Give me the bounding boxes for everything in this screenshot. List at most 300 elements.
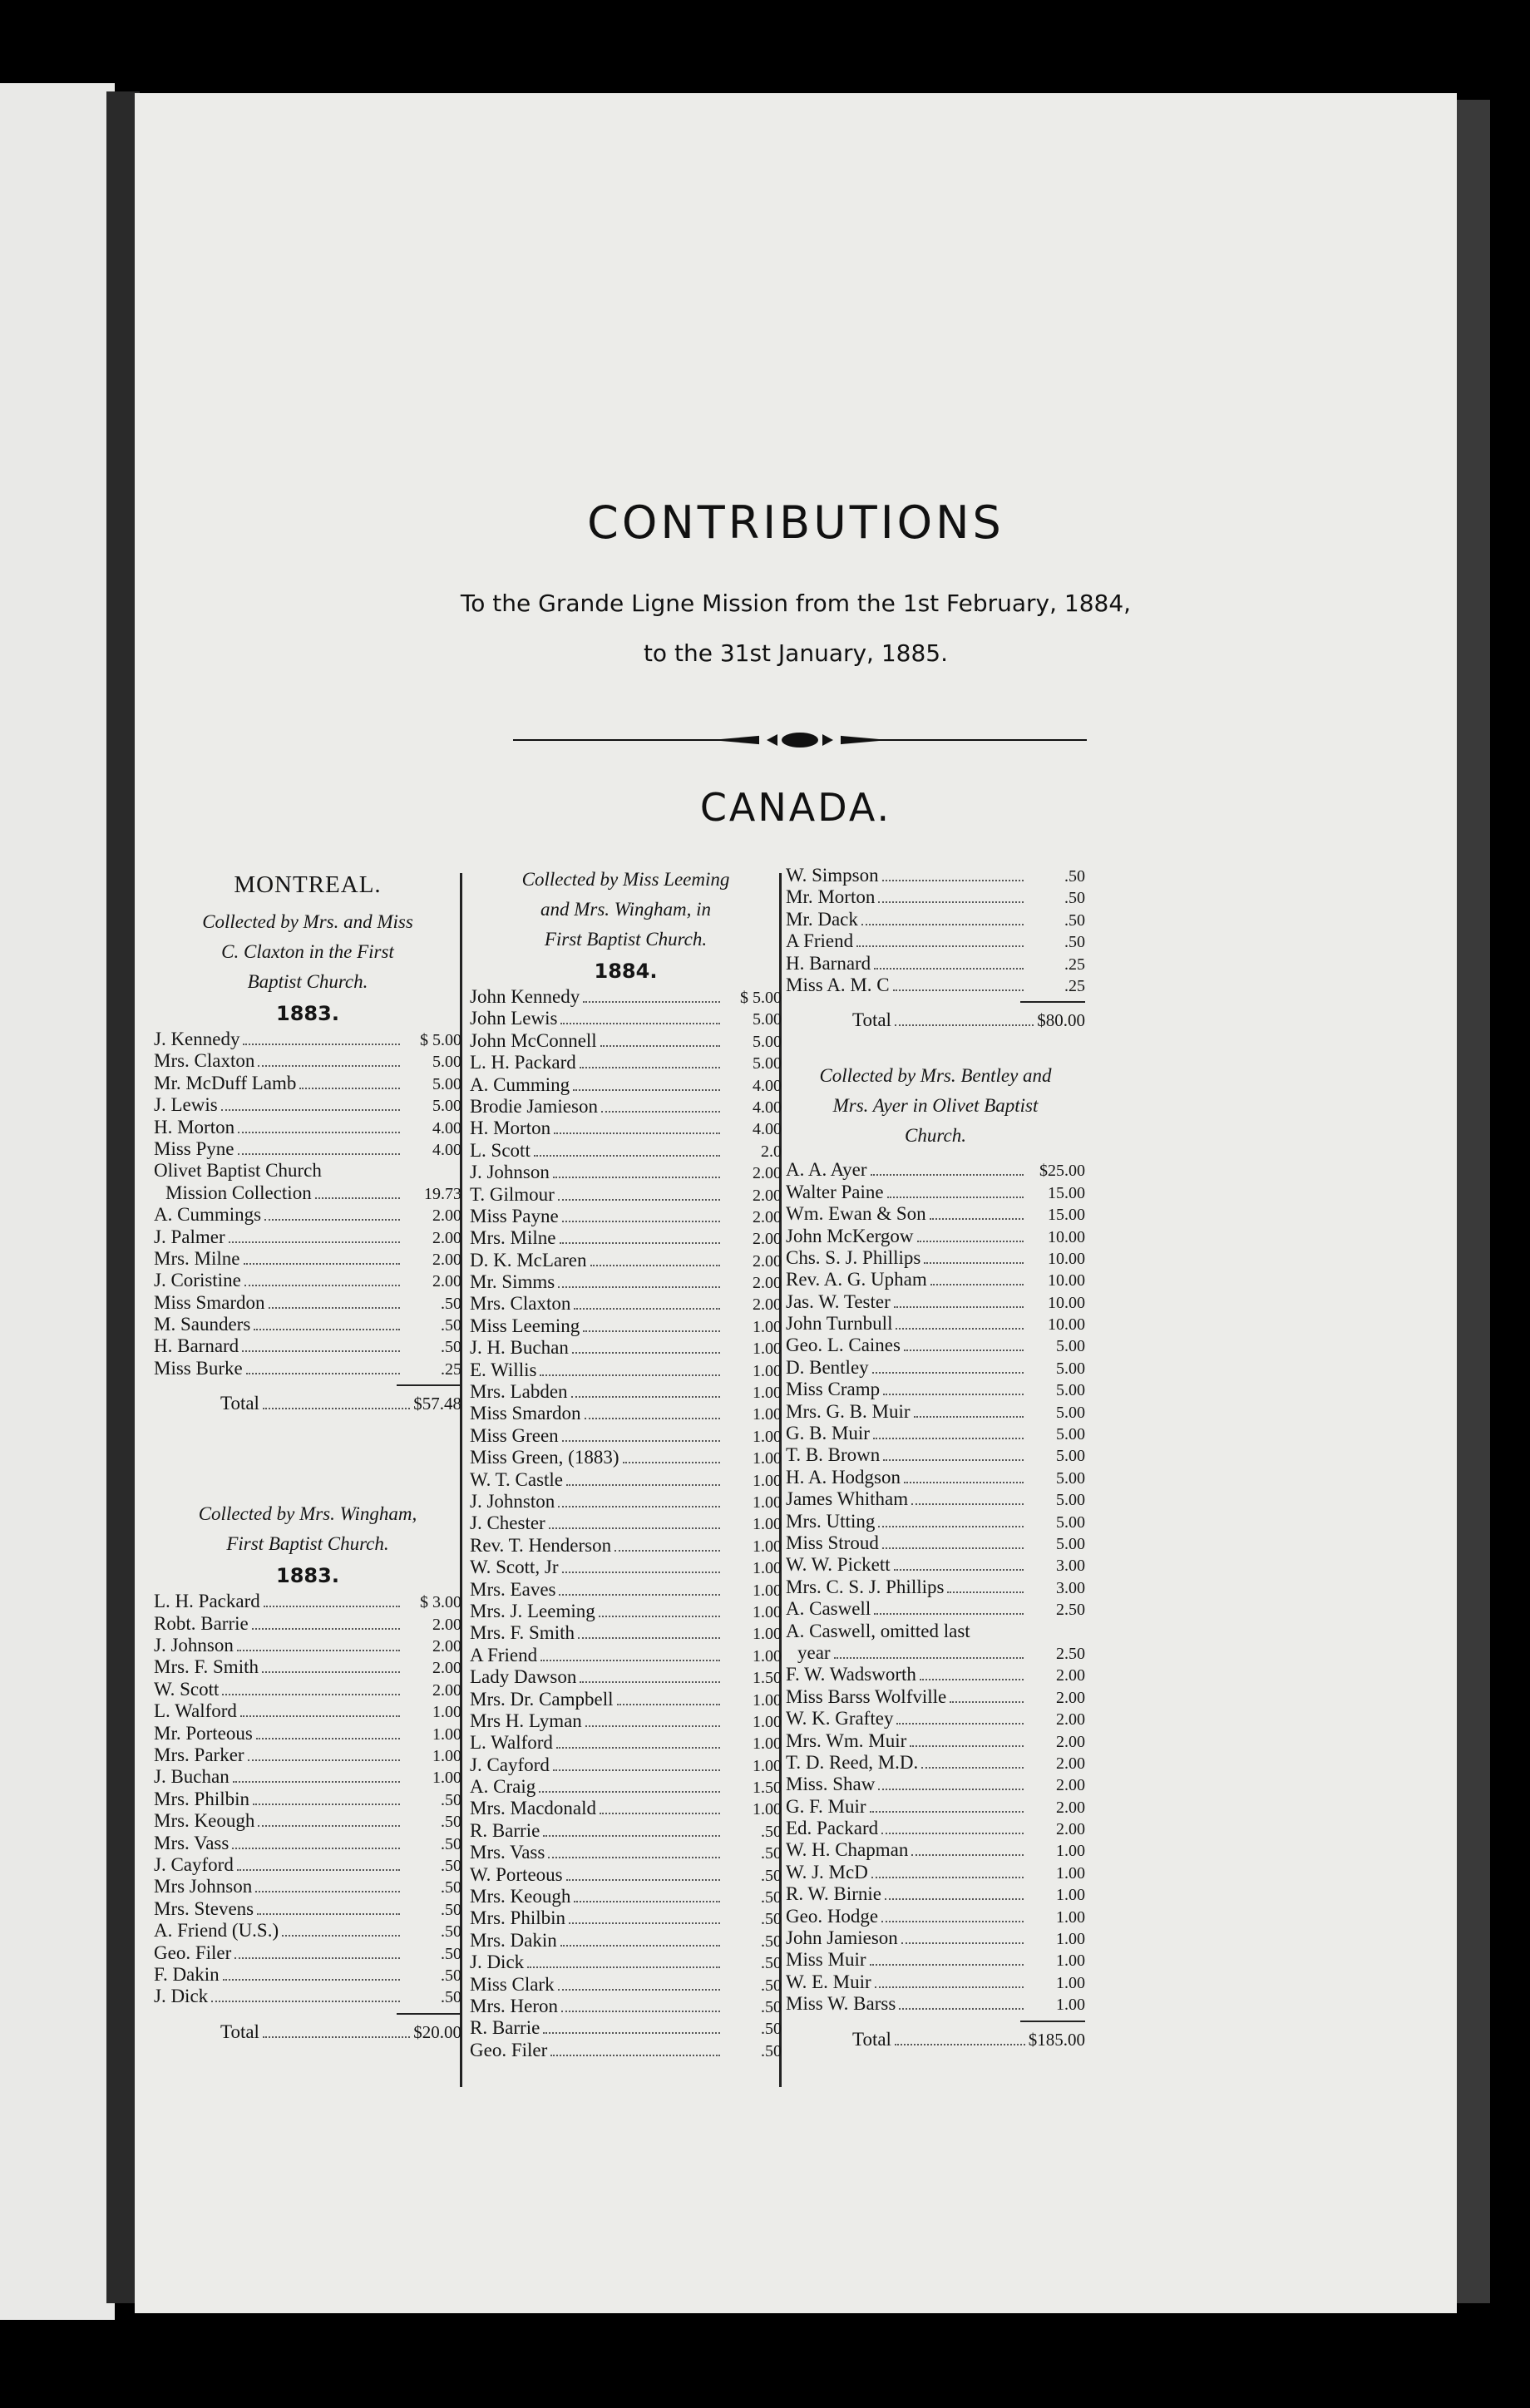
dot-leader [252,1628,400,1630]
donor-name: Mrs. Macdonald [470,1798,597,1819]
contribution-row [154,1204,461,1226]
dot-leader [871,1877,1024,1878]
contribution-row [470,1403,782,1424]
donation-amount: .50 [441,1944,461,1963]
contribution-row [786,1335,1085,1356]
year-heading: 1883. [276,1002,339,1025]
dot-leader [930,1218,1024,1220]
donor-name: W. W. Pickett [786,1554,891,1576]
contribution-row [786,886,1085,908]
contribution-row [786,953,1085,975]
donation-amount: 4.00 [753,1076,782,1095]
donation-amount: .50 [441,1922,461,1942]
donation-amount: 1.00 [432,1725,461,1744]
dot-leader [234,1957,400,1959]
dot-leader [540,1374,720,1376]
dot-leader [253,1804,400,1805]
dot-leader [623,1462,721,1463]
donor-name: Miss Barss Wolfville [786,1685,947,1707]
donor-name: Jas. W. Tester [786,1290,891,1312]
donor-name: F. Dakin [154,1963,220,1985]
dot-leader [894,1306,1024,1308]
donor-name: Geo. L. Caines [786,1335,901,1356]
donor-name: Ed. Packard [786,1818,879,1839]
dot-leader [571,1396,720,1398]
subtitle-line-1: To the Grande Ligne Mission from the 1st February, 1884, [460,590,1132,617]
contribution-row [470,1798,782,1819]
dot-leader [573,1089,720,1091]
donation-amount: 1.00 [753,1646,782,1665]
contribution-row [786,1664,1085,1685]
donor-name: Miss Green, (1883) [470,1447,619,1468]
donation-amount: 2.00 [432,1615,461,1634]
dot-leader [232,1848,400,1849]
donor-name: E. Willis [470,1359,537,1380]
contribution-row [470,1381,782,1403]
donation-amount: 2.00 [753,1295,782,1315]
donation-amount: $ 5.00 [420,1031,461,1049]
donor-name: John Lewis [470,1008,558,1029]
contribution-row [786,1357,1085,1379]
contribution-row [470,1557,782,1578]
donation-amount: 5.00 [753,1010,782,1029]
contribution-row [154,1920,461,1942]
contribution-row [786,1467,1085,1488]
total-label: Total [220,1393,259,1414]
dot-leader [917,1241,1024,1242]
donation-amount: .50 [1064,933,1085,952]
contribution-row [470,1425,782,1447]
donor-name: Mission Collection [165,1182,312,1203]
dot-leader [561,2011,720,2012]
donor-name: Mrs. Heron [470,1995,559,2016]
dot-leader [580,1681,720,1683]
contribution-row [786,1752,1085,1774]
contribution-row [154,1117,461,1138]
donor-name: Mrs Johnson [154,1876,253,1897]
dot-leader [560,1945,720,1947]
total-rule [397,2013,461,2015]
contribution-row [786,1730,1085,1752]
donor-name: D. K. McLaren [470,1249,587,1271]
collection-caption: Collected by Mrs. and Miss C. Claxton in the First Baptist Church. [202,911,413,992]
contribution-row [786,1182,1085,1203]
donation-amount: .25 [1064,976,1085,995]
contribution-row [786,1269,1085,1290]
contribution-row [154,1876,461,1897]
donor-name: Mrs. Claxton [470,1293,571,1315]
contribution-row [470,1974,782,1996]
contribution-row [154,1656,461,1678]
dot-leader [600,1813,720,1814]
dot-leader [882,1547,1024,1549]
donation-amount: 2.00 [753,1186,782,1205]
dot-leader [553,1769,720,1771]
donation-amount: 5.00 [1056,1403,1085,1422]
dot-leader [572,1352,720,1354]
dot-leader [883,1394,1024,1395]
contribution-row [154,1789,461,1810]
contribution-row [786,1839,1085,1861]
donor-name: J. Dick [154,1986,209,2007]
dot-leader [244,1263,401,1265]
donation-amount: 2.00 [1056,1798,1085,1817]
donation-amount: 10.00 [1048,1293,1085,1312]
contribution-row [786,1226,1085,1247]
contribution-row [154,1292,461,1314]
donation-amount: 2.00 [1056,1710,1085,1730]
contribution-row [154,1029,461,1050]
contribution-row [470,1096,782,1118]
donor-name: Miss Leeming [470,1315,580,1336]
dot-leader [899,2008,1024,2010]
donor-name: H. Morton [154,1116,235,1137]
donation-amount: 5.00 [1056,1337,1085,1356]
donation-amount: 5.00 [432,1053,461,1072]
contribution-row [470,1666,782,1688]
dot-leader [883,1459,1024,1461]
donation-amount: .50 [441,1966,461,1985]
donor-name: J. Kennedy [154,1029,240,1049]
dot-leader [560,1023,720,1024]
contribution-list [786,1159,1085,2015]
donation-amount: 1.00 [753,1602,782,1621]
contribution-row [154,1270,461,1291]
dot-leader [881,1833,1024,1834]
donation-amount: 1.50 [753,1779,782,1798]
donor-name: Mrs. Keough [154,1810,255,1832]
donation-amount: 2.00 [1056,1820,1085,1839]
donor-name: Miss Pyne [154,1137,234,1159]
dot-leader [950,1701,1024,1703]
year-heading: 1883. [276,1564,339,1588]
donor-name: Mrs. Milne [154,1247,240,1269]
donation-amount: 15.00 [1048,1206,1085,1225]
donation-amount: 2.00 [432,1659,461,1678]
dot-leader [911,1503,1024,1505]
donation-amount: .50 [761,2020,782,2039]
donation-amount: .50 [761,1997,782,2016]
donation-amount: 1.00 [753,1384,782,1403]
donor-name: D. Bentley [786,1356,869,1378]
donor-name: Mr. Simms [470,1271,555,1293]
donor-name: John Jamieson [786,1927,898,1949]
contribution-row [470,1710,782,1732]
contribution-row [470,1250,782,1271]
donation-amount: .50 [1064,867,1085,886]
contribution-row [786,1949,1085,1971]
dot-leader [221,1109,400,1111]
total-label: Total [852,1009,891,1031]
dot-leader [255,1891,400,1892]
donation-amount: 2.00 [1056,1776,1085,1795]
donation-amount: 1.00 [753,1756,782,1775]
contribution-row [470,1118,782,1139]
donor-name: T. B. Brown [786,1444,881,1466]
contribution-row [470,1535,782,1557]
donation-amount: 1.00 [753,1690,782,1710]
donation-amount: .50 [441,1900,461,1919]
donation-amount: .50 [1064,910,1085,930]
donation-amount: 1.00 [1056,1930,1085,1949]
total-amount: $20.00 [413,2021,461,2042]
contribution-row [470,1491,782,1512]
dot-leader [534,1155,720,1157]
dot-leader [550,2055,720,2056]
dot-leader [243,1044,400,1045]
contribution-row [470,1645,782,1666]
contribution-row [470,1162,782,1183]
donor-name: Miss Clark [470,1973,555,1995]
donor-name: Mrs. Labden [470,1381,568,1403]
contribution-row [786,1993,1085,2015]
donation-amount: .50 [761,1866,782,1885]
donor-name: Mr. Porteous [154,1722,253,1744]
dot-leader [566,1484,720,1486]
donor-name: J. Coristine [154,1270,241,1291]
donation-amount: 3.00 [1056,1557,1085,1576]
donation-amount: .50 [761,1954,782,1973]
donor-name: J. Dick [470,1952,525,1973]
contribution-row [470,1227,782,1249]
dot-leader [904,1350,1024,1351]
total-label: Total [852,2028,891,2050]
total-label: Total [220,2021,259,2042]
left-page-edge [0,83,115,2320]
dot-leader [878,901,1024,903]
donor-name: A. Caswell [786,1598,871,1620]
contribution-row [786,1401,1085,1423]
donation-amount: 2.00 [1056,1732,1085,1751]
contribution-row [470,1140,782,1162]
donor-name: W. Scott [154,1678,220,1700]
donation-amount: 2.00 [432,1228,461,1247]
donation-amount: .50 [761,1910,782,1929]
total-rule [1020,1001,1085,1003]
donor-name: G. F. Muir [786,1795,866,1817]
donor-name: Brodie Jamieson [470,1095,598,1117]
contribution-row [786,1598,1085,1620]
contribution-row [786,1862,1085,1883]
contribution-row [470,1447,782,1468]
contribution-row [470,1776,782,1798]
donor-name: James Whitham [786,1488,909,1510]
contribution-row [154,1182,461,1204]
dot-leader [549,1527,720,1529]
dot-leader [554,1132,720,1134]
contribution-row [470,1030,782,1052]
dot-leader [548,1857,720,1858]
donor-name: Geo. Filer [154,1942,232,1963]
contribution-row [786,1532,1085,1554]
donation-amount: 1.00 [753,1537,782,1556]
donor-name: Mr. Dack [786,908,858,930]
donor-name: W. Scott, Jr [470,1557,559,1578]
donation-amount: .50 [441,1790,461,1809]
donation-amount: .50 [441,1856,461,1875]
donor-name: J. Chester [470,1512,545,1534]
contribution-row [786,1247,1085,1269]
donation-amount: 1.00 [1056,1952,1085,1971]
contribution-row [154,1700,461,1722]
dot-leader [264,1219,400,1221]
donation-amount: 1.50 [753,1669,782,1688]
contribution-row [154,1744,461,1766]
donation-amount: 1.00 [432,1769,461,1788]
contribution-row [154,1160,461,1182]
donor-name: Geo. Filer [470,2039,548,2060]
donor-name: Olivet Baptist Church [154,1160,322,1182]
donation-amount: 1.00 [753,1317,782,1336]
donor-name: Mrs. Milne [470,1227,556,1249]
contribution-row [470,1601,782,1622]
donor-name: Mrs. Philbin [470,1907,566,1929]
donation-amount: 10.00 [1048,1227,1085,1246]
donor-name: Miss. Shaw [786,1774,876,1795]
donation-amount: .50 [761,1976,782,1995]
dot-leader [874,1613,1024,1615]
dot-leader [299,1088,400,1089]
donation-amount: 2.00 [753,1274,782,1293]
donation-amount: 1.00 [753,1427,782,1446]
donation-amount: 2.00 [753,1207,782,1226]
dot-leader [921,1767,1024,1769]
donation-amount: 2.00 [753,1164,782,1183]
donor-name: Mrs. Claxton [154,1050,255,1072]
dot-leader [947,1591,1024,1593]
donor-name: John McConnell [470,1029,597,1051]
dot-leader [254,1329,400,1330]
donation-amount: 5.00 [1056,1381,1085,1400]
donor-name: W. J. McD [786,1861,868,1882]
contribution-row [786,1642,1085,1664]
column-3 [786,865,1085,2052]
donor-name: W. Porteous [470,1863,563,1885]
dot-leader [238,1153,401,1155]
contribution-row [786,1313,1085,1335]
column-2 [470,865,782,2061]
dot-leader [256,1738,400,1739]
donation-amount: 5.00 [1056,1468,1085,1488]
donor-name: Mrs. J. Leeming [470,1600,595,1621]
donor-name: Miss A. M. C [786,974,890,995]
donation-amount: .50 [441,1988,461,2007]
contribution-row [154,1635,461,1656]
donation-amount: 4.00 [432,1118,461,1137]
donation-amount: 5.00 [1056,1534,1085,1553]
contribution-row [154,1723,461,1744]
contribution-row [470,1469,782,1491]
dot-leader [614,1550,720,1552]
contribution-row [786,1511,1085,1532]
total-row [154,1391,461,1416]
contribution-row [786,865,1085,886]
donation-amount: 4.00 [753,1098,782,1117]
donor-name: H. Morton [470,1118,551,1139]
city-heading: MONTREAL. [234,871,382,898]
contribution-row [470,1337,782,1359]
collection-caption: Collected by Mrs. Bentley and Mrs. Ayer in Olivet Baptist Church. [819,1065,1052,1147]
contribution-row [154,1833,461,1854]
donation-amount: $ 3.00 [420,1593,461,1612]
dot-leader [881,1921,1024,1922]
donation-amount: 5.00 [432,1097,461,1116]
contribution-row [154,1613,461,1635]
donor-name: John Turnbull [786,1313,893,1335]
contribution-row [470,1820,782,1842]
dot-leader [562,1572,721,1573]
donation-amount: .25 [441,1359,461,1379]
dot-leader [920,1679,1024,1680]
dot-leader [229,1241,400,1243]
total-rule [1020,2021,1085,2022]
donor-name: T. Gilmour [470,1183,555,1205]
total-rule [397,1384,461,1386]
dot-leader [560,1242,721,1244]
donation-amount: .50 [761,2041,782,2060]
dot-leader [558,1506,720,1507]
donor-name: Mrs H. Lyman [470,1710,582,1731]
contribution-row [786,1488,1085,1510]
donation-amount: 2.00 [432,1637,461,1656]
donor-name: H. Barnard [786,952,871,974]
contribution-row [786,1291,1085,1313]
dot-leader [910,1745,1024,1747]
donation-amount: .50 [441,1878,461,1897]
dot-leader [893,989,1024,991]
dot-leader [574,1308,720,1310]
donor-name: J. Cayford [470,1754,550,1775]
collection-caption: Collected by Mrs. Wingham, First Baptist Church. [198,1503,417,1555]
contribution-row [786,1927,1085,1949]
right-page-edge [1457,100,1490,2303]
dot-leader [543,1835,720,1837]
contribution-row [154,1679,461,1700]
donor-name: R. W. Birnie [786,1883,882,1905]
donor-name: A. A. Ayer [786,1159,867,1181]
donor-name: Chs. S. J. Phillips [786,1246,921,1268]
dot-leader [553,1177,720,1178]
donor-name: John Kennedy [470,986,580,1007]
total-amount: $57.48 [413,1394,461,1414]
dot-leader [246,1373,400,1374]
dot-leader [566,1879,720,1881]
donor-name: H. A. Hodgson [786,1466,901,1488]
contribution-row [786,1708,1085,1730]
contribution-row [470,1271,782,1293]
donation-amount: 1.00 [432,1746,461,1765]
dot-leader [901,1942,1024,1944]
contribution-row [154,1335,461,1357]
contribution-row [470,1359,782,1381]
contribution-row [470,2017,782,2039]
dot-leader [585,1418,720,1419]
contribution-row [786,1423,1085,1444]
donation-amount: .50 [441,1813,461,1832]
donor-name: Walter Paine [786,1181,884,1202]
donor-name: Mrs. Keough [470,1886,571,1907]
donation-amount: 1.00 [753,1559,782,1578]
donation-amount: 1.00 [753,1734,782,1754]
donor-name: L. H. Packard [470,1052,576,1073]
contribution-row [786,1379,1085,1400]
donor-name: Mrs. F. Smith [470,1622,575,1644]
dot-leader [875,1986,1024,1988]
dot-leader [558,1286,720,1288]
contribution-row [154,1854,461,1876]
donation-amount: .25 [1064,955,1085,974]
donor-name: L. Walford [154,1700,237,1722]
